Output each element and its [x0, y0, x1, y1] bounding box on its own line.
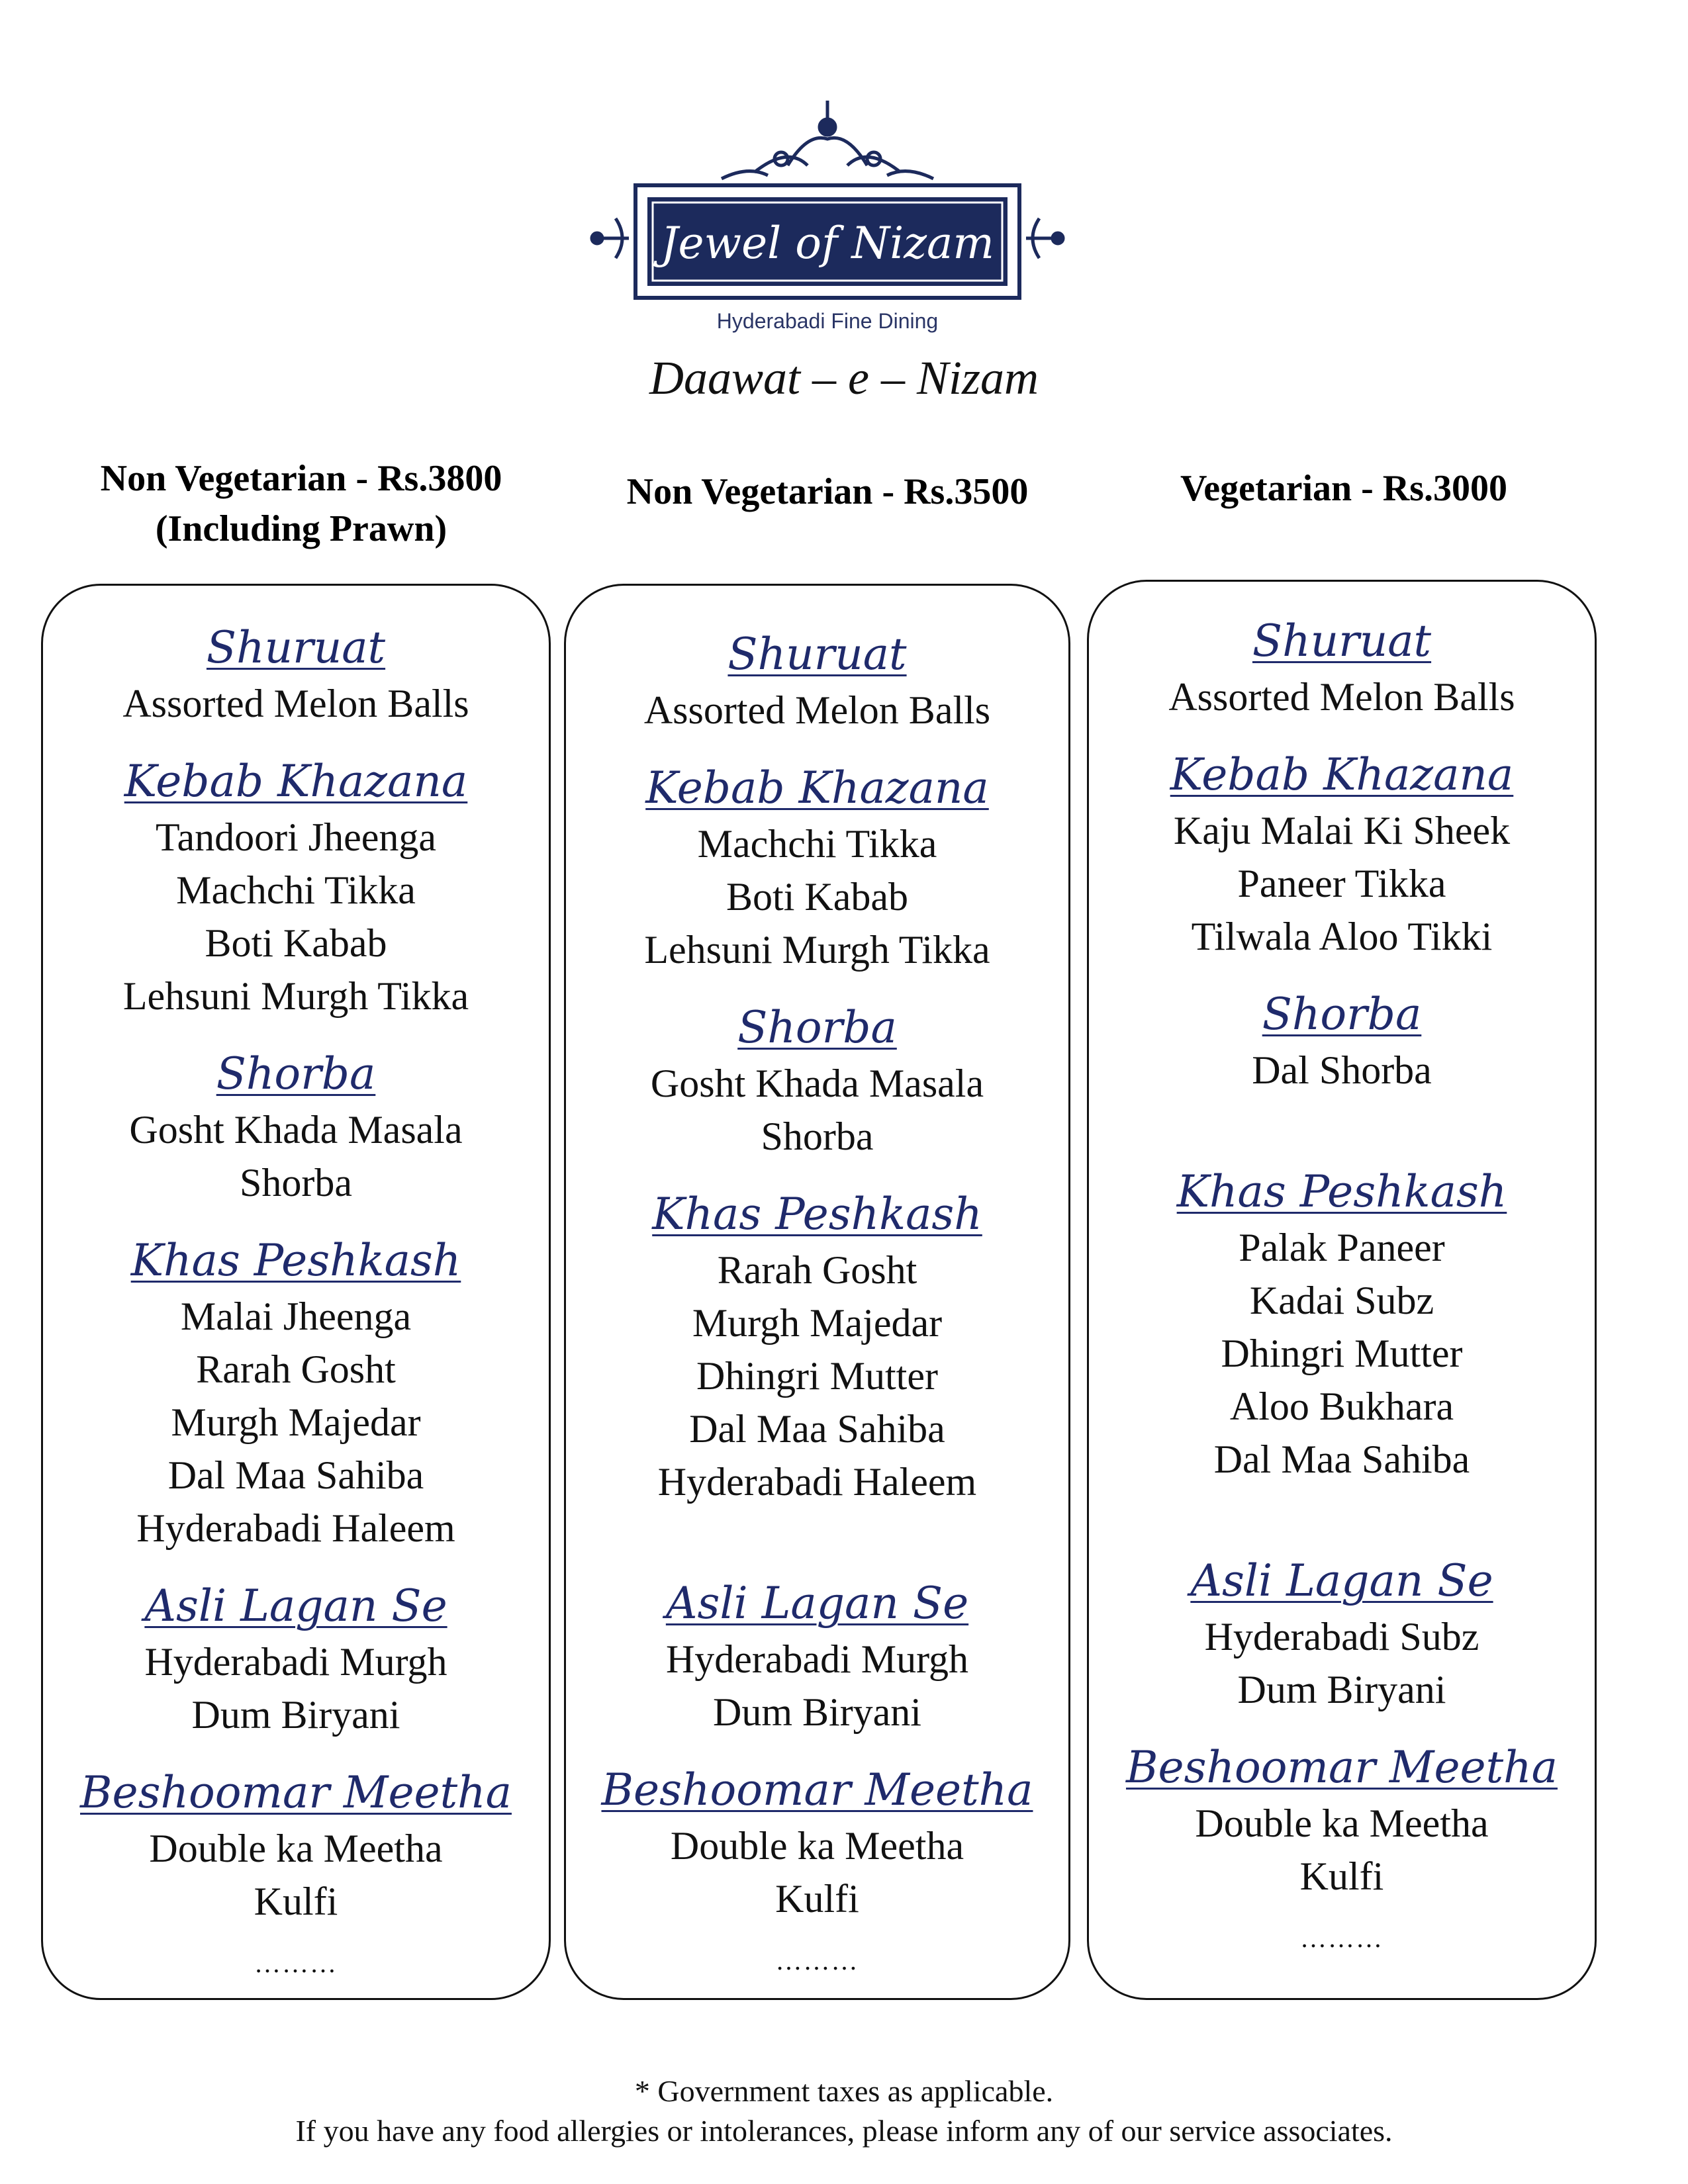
- menu-item: Double ka Meetha: [670, 1824, 964, 1868]
- menu-section: [1089, 1163, 1595, 1486]
- section-title: Khas Peshkash: [652, 1189, 982, 1240]
- menu-item: Gosht Khada Masala: [650, 1062, 984, 1105]
- menu-card-veg-3000: [1087, 580, 1597, 2000]
- menu-item: Dhingri Mutter: [696, 1354, 938, 1398]
- menu-section: [1089, 1739, 1595, 1903]
- tax-note: * Government taxes as applicable.: [634, 2074, 1054, 2108]
- menu-item: Aloo Bukhara: [1229, 1385, 1454, 1428]
- menu-card-nonveg-3800: [41, 584, 551, 2000]
- menu-item: Shorba: [761, 1115, 874, 1158]
- menu-item: Kulfi: [775, 1877, 859, 1921]
- section-title: Beshoomar Meetha: [80, 1767, 512, 1818]
- section-title: Kebab Khazana: [124, 756, 468, 807]
- menu-item: Lehsuni Murgh Tikka: [122, 974, 469, 1018]
- menu-item: Dal Maa Sahiba: [167, 1453, 424, 1497]
- end-mark: ………: [254, 1948, 338, 1978]
- menu-section: [566, 625, 1068, 737]
- menu-section: [43, 752, 549, 1023]
- menu-section: [566, 999, 1068, 1163]
- menu-item: Machchi Tikka: [176, 868, 416, 912]
- menu-item: Kulfi: [1299, 1854, 1384, 1898]
- menu-item: Tandoori Jheenga: [156, 815, 436, 859]
- menu-item: Kulfi: [254, 1880, 338, 1923]
- menu-item: Gosht Khada Masala: [129, 1108, 463, 1152]
- menu-item: Kadai Subz: [1249, 1279, 1434, 1322]
- menu-item: Murgh Majedar: [692, 1301, 943, 1345]
- menu-item: Hyderabadi Haleem: [136, 1506, 455, 1550]
- section-title: Asli Lagan Se: [665, 1578, 969, 1629]
- menu-item: Palak Paneer: [1239, 1226, 1445, 1269]
- menu-section: [1089, 746, 1595, 963]
- menu-item: Malai Jheenga: [180, 1295, 412, 1338]
- menu-item: Dal Maa Sahiba: [689, 1407, 945, 1451]
- menu-section: [43, 1764, 549, 1928]
- column-heading-1: [40, 453, 563, 554]
- section-title: Kebab Khazana: [645, 762, 989, 813]
- menu-item: Hyderabadi Murgh: [144, 1640, 447, 1684]
- menu-item: Machchi Tikka: [697, 822, 937, 866]
- section-title: Kebab Khazana: [1170, 749, 1514, 800]
- menu-item: Murgh Majedar: [171, 1400, 421, 1444]
- section-title: Shuruat: [727, 629, 907, 680]
- section-title: Beshoomar Meetha: [1126, 1742, 1558, 1793]
- column-heading-line: Non Vegetarian - Rs.3500: [626, 471, 1029, 512]
- menu-card-nonveg-3500: [564, 584, 1070, 2000]
- section-title: Shorba: [737, 1002, 897, 1053]
- section-title: Shuruat: [206, 622, 386, 673]
- footnote: [0, 2071, 1688, 2151]
- menu-section: [43, 1232, 549, 1555]
- end-mark: ………: [775, 1946, 859, 1976]
- section-title: Shorba: [1262, 989, 1422, 1040]
- menu-item: Boti Kabab: [205, 921, 387, 965]
- logo-brand-text: Jewel of Nizam: [661, 218, 994, 269]
- menu-item: Dum Biryani: [191, 1693, 400, 1737]
- menu-section: [566, 1574, 1068, 1739]
- section-title: Shuruat: [1252, 615, 1432, 666]
- menu-section: [43, 1045, 549, 1209]
- menu-item: Hyderabadi Subz: [1204, 1615, 1479, 1659]
- menu-section: [566, 1185, 1068, 1508]
- allergy-note: If you have any food allergies or intolerances, please inform any of our service associates.: [295, 2114, 1393, 2148]
- menu-section: [566, 759, 1068, 976]
- menu-item: Boti Kabab: [726, 875, 908, 919]
- restaurant-logo: [589, 93, 1066, 338]
- column-heading-3: [1086, 463, 1602, 514]
- menu-item: Tilwala Aloo Tikki: [1191, 915, 1493, 958]
- menu-section: [1089, 1552, 1595, 1716]
- column-heading-line: Non Vegetarian - Rs.3800: [100, 458, 502, 499]
- menu-item: Dal Shorba: [1252, 1048, 1432, 1092]
- section-title: Asli Lagan Se: [144, 1580, 447, 1631]
- menu-item: Double ka Meetha: [1195, 1801, 1489, 1845]
- menu-item: Rarah Gosht: [717, 1248, 917, 1292]
- menu-item: Dal Maa Sahiba: [1213, 1437, 1470, 1481]
- menu-section: [43, 619, 549, 730]
- menu-item: Rarah Gosht: [196, 1347, 396, 1391]
- column-heading-2: [569, 467, 1086, 517]
- section-title: Asli Lagan Se: [1190, 1555, 1493, 1606]
- menu-section: [1089, 985, 1595, 1097]
- section-title: Beshoomar Meetha: [601, 1764, 1033, 1815]
- menu-section: [43, 1577, 549, 1741]
- menu-item: Assorted Melon Balls: [122, 682, 469, 725]
- menu-section: [566, 1761, 1068, 1925]
- menu-item: Dhingri Mutter: [1221, 1332, 1463, 1375]
- menu-item: Hyderabadi Murgh: [665, 1637, 969, 1681]
- section-title: Khas Peshkash: [1176, 1166, 1507, 1217]
- menu-item: Dum Biryani: [1237, 1668, 1446, 1711]
- section-title: Khas Peshkash: [130, 1235, 461, 1286]
- end-mark: ………: [1300, 1923, 1383, 1953]
- menu-item: Assorted Melon Balls: [1168, 675, 1515, 719]
- menu-item: Kaju Malai Ki Sheek: [1173, 809, 1511, 852]
- column-heading-line: Vegetarian - Rs.3000: [1180, 468, 1508, 509]
- column-heading-line: (Including Prawn): [155, 508, 447, 549]
- menu-section: [1089, 612, 1595, 723]
- logo-tagline: Hyderabadi Fine Dining: [716, 309, 939, 333]
- menu-item: Paneer Tikka: [1237, 862, 1446, 905]
- menu-item: Assorted Melon Balls: [643, 688, 991, 732]
- menu-title: Daawat – e – Nizam: [649, 351, 1039, 404]
- menu-item: Double ka Meetha: [149, 1827, 443, 1870]
- menu-item: Shorba: [240, 1161, 352, 1205]
- menu-item: Hyderabadi Haleem: [657, 1460, 977, 1504]
- menu-item: Lehsuni Murgh Tikka: [644, 928, 990, 972]
- menu-item: Dum Biryani: [713, 1690, 921, 1734]
- section-title: Shorba: [216, 1048, 376, 1099]
